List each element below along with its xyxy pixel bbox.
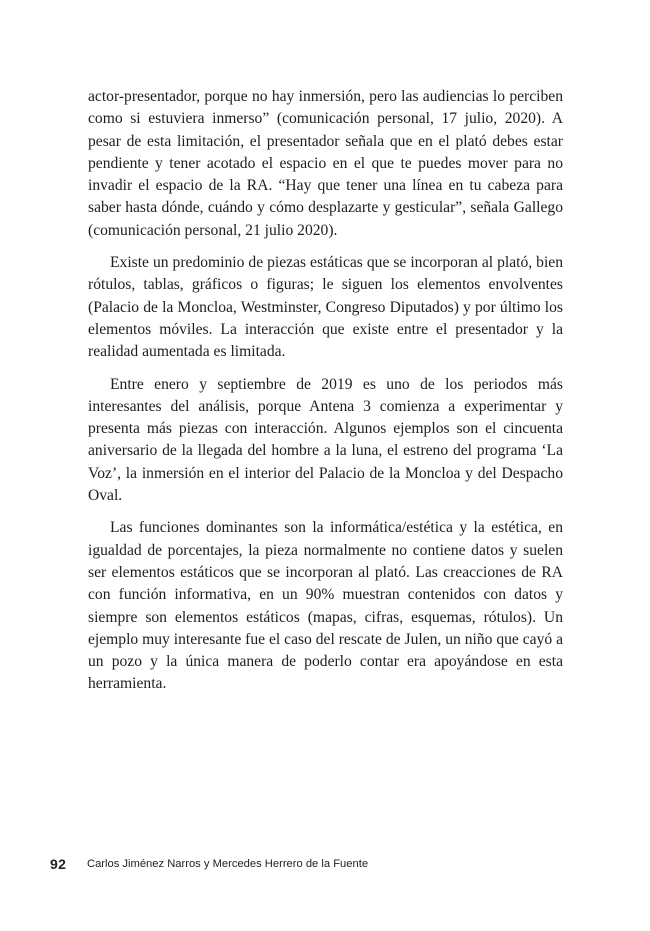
paragraph-4: Las funciones dominantes son la informática/estética y la estética, en igualdad de porcentajes, la pieza normalmente no contiene datos y suelen ser elementos estáticos que se incorporan al plató. Las creacciones de RA con función informativa, en un 90% muestran contenidos con datos y siempre son elementos estáticos (mapas, cifras, esquemas, rótulos). Un ejemplo muy interesante fue el caso del rescate de Julen, un niño que cayó a un pozo y la única manera de poderlo contar era apoyándose en esta herramienta.: [88, 519, 563, 693]
paragraph-2: Existe un predominio de piezas estáticas que se incorporan al plató, bien rótulos, tablas, gráficos o figuras; le siguen los elementos envolventes (Palacio de la Moncloa, Westminster, Congreso Diputados) y por último los elementos móviles. La interacción que existe entre el presentador y la realidad aumentada es limitada.: [88, 254, 563, 361]
page-number: 92: [50, 856, 67, 872]
paragraph-3: Entre enero y septiembre de 2019 es uno de los periodos más interesantes del análisis, porque Antena 3 comienza a experimentar y presenta más piezas con interacción. Algunos ejemplos son el cincuenta aniversario de la llegada del hombre a la luna, el estreno del programa ‘La Voz’, la inmersión en el interior del Palacio de la Moncloa y del Despacho Oval.: [88, 375, 563, 505]
paragraph-1: actor-presentador, porque no hay inmersión, pero las audiencias lo perciben como si estuviera inmerso” (comunicación personal, 17 julio, 2020). A pesar de esta limitación, el presentador señala que en el plató debes estar pendiente y tener acotado el espacio en el que te puedes mover para no invadir el espacio de la RA. “Hay que tener una línea en tu cabeza para saber hasta dónde, cuándo y cómo desplazarte y gesticular”, señala Gallego (comunicación personal, 21 julio 2020).: [88, 88, 563, 239]
body-text: [88, 86, 563, 706]
running-footer-authors: Carlos Jiménez Narros y Mercedes Herrero de la Fuente: [87, 858, 369, 870]
